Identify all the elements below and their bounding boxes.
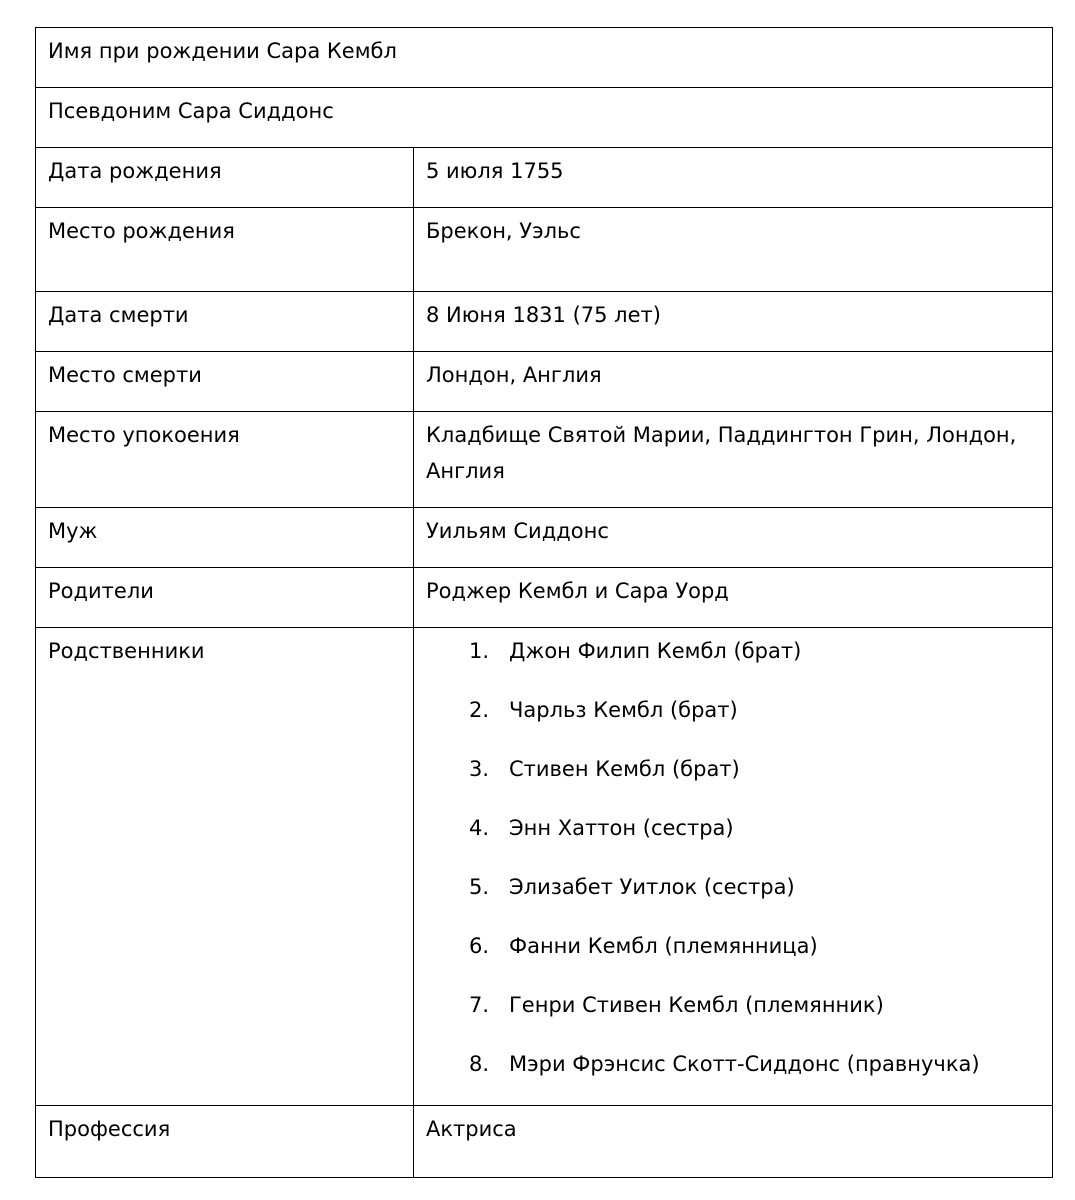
list-item: [426, 928, 1040, 987]
resting-place-value: Кладбище Святой Марии, Паддингтон Грин, Лондон, Англия: [414, 412, 1053, 508]
list-item: [426, 633, 1040, 692]
parents-label: Родители: [36, 568, 414, 628]
table-row: [36, 28, 1053, 88]
table-row: [36, 352, 1053, 412]
table-row: [36, 292, 1053, 352]
list-number: 5.: [469, 875, 490, 899]
relative-name: Джон Филип Кембл (брат): [509, 639, 802, 663]
profession-label: Профессия: [36, 1106, 414, 1178]
profession-value: Актриса: [414, 1106, 1053, 1178]
relatives-value: [414, 628, 1053, 1106]
table-row: [36, 628, 1053, 1106]
birth-place-value: Брекон, Уэльс: [414, 208, 1053, 292]
list-number: 6.: [469, 934, 490, 958]
list-number: 1.: [469, 639, 490, 663]
birth-name-cell: Имя при рождении Сара Кембл: [36, 28, 1053, 88]
biography-table: [35, 27, 1053, 1178]
birth-place-label: Место рождения: [36, 208, 414, 292]
spouse-value: Уильям Сиддонс: [414, 508, 1053, 568]
list-number: 2.: [469, 698, 490, 722]
table-row: [36, 568, 1053, 628]
list-item: [426, 869, 1040, 928]
resting-place-label: Место упокоения: [36, 412, 414, 508]
relative-name: Энн Хаттон (сестра): [509, 816, 734, 840]
birth-date-value: 5 июля 1755: [414, 148, 1053, 208]
death-date-label: Дата смерти: [36, 292, 414, 352]
list-number: 7.: [469, 993, 490, 1017]
list-number: 3.: [469, 757, 490, 781]
relative-name: Фанни Кембл (племянница): [509, 934, 818, 958]
relative-name: Мэри Фрэнсис Скотт-Сиддонс (правнучка): [509, 1052, 980, 1076]
list-item: [426, 1046, 1040, 1105]
table-row: [36, 1106, 1053, 1178]
death-place-value: Лондон, Англия: [414, 352, 1053, 412]
parents-value: Роджер Кембл и Сара Уорд: [414, 568, 1053, 628]
relative-name: Чарльз Кембл (брат): [509, 698, 738, 722]
list-item: [426, 692, 1040, 751]
table-row: [36, 208, 1053, 292]
table-row: [36, 412, 1053, 508]
relatives-label: Родственники: [36, 628, 414, 1106]
list-number: 8.: [469, 1052, 490, 1076]
death-place-label: Место смерти: [36, 352, 414, 412]
spouse-label: Муж: [36, 508, 414, 568]
list-number: 4.: [469, 816, 490, 840]
death-date-value: 8 Июня 1831 (75 лет): [414, 292, 1053, 352]
list-item: [426, 751, 1040, 810]
relative-name: Элизабет Уитлок (сестра): [509, 875, 795, 899]
list-item: [426, 810, 1040, 869]
pseudonym-cell: Псевдоним Сара Сиддонс: [36, 88, 1053, 148]
relative-name: Генри Стивен Кембл (племянник): [509, 993, 884, 1017]
table-row: [36, 88, 1053, 148]
birth-date-label: Дата рождения: [36, 148, 414, 208]
list-item: [426, 987, 1040, 1046]
relative-name: Стивен Кембл (брат): [509, 757, 740, 781]
table-row: [36, 148, 1053, 208]
table-row: [36, 508, 1053, 568]
relatives-list: [426, 633, 1040, 1105]
